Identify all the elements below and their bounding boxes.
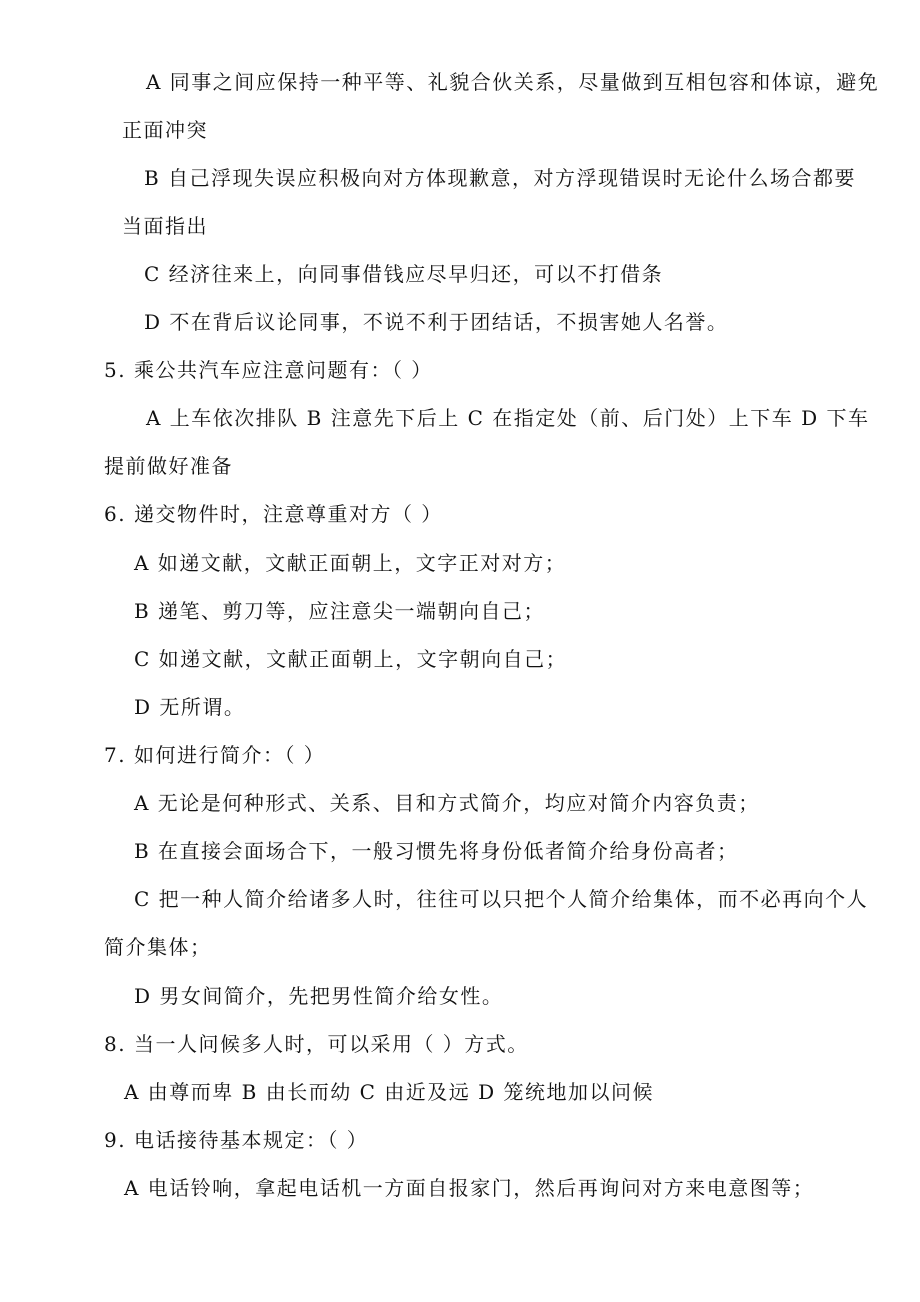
q7-option-b: B 在直接会面场合下，一般习惯先将身份低者简介给身份高者；: [134, 839, 739, 863]
q7-option-d: D 男女间简介，先把男性简介给女性。: [134, 984, 504, 1008]
q7-option-c-line-2: 简介集体；: [104, 935, 212, 959]
question-7: 7. 如何进行简介：（ ）: [104, 743, 326, 767]
question-6: 6. 递交物件时，注意尊重对方（ ）: [104, 502, 443, 526]
q4-option-c: C 经济往来上，向同事借钱应尽早归还，可以不打借条: [144, 262, 664, 286]
q4-option-b-line-1: B 自己浮现失误应积极向对方体现歉意，对方浮现错误时无论什么场合都要: [144, 166, 857, 190]
q9-option-a: A 电话铃响，拿起电话机一方面自报家门，然后再询问对方来电意图等；: [124, 1176, 815, 1200]
q6-option-b: B 递笔、剪刀等，应注意尖一端朝向自己；: [134, 599, 546, 623]
q6-option-a: A 如递文献，文献正面朝上，文字正对对方；: [134, 551, 567, 575]
q8-options: A 由尊而卑 B 由长而幼 C 由近及远 D 笼统地加以问候: [124, 1080, 654, 1104]
question-5: 5. 乘公共汽车应注意问题有：（ ）: [104, 358, 433, 382]
q4-option-d: D 不在背后议论同事，不说不利于团结话，不损害她人名誉。: [144, 310, 729, 334]
question-8: 8. 当一人问候多人时，可以采用（ ）方式。: [104, 1032, 529, 1056]
q4-option-a-line-2: 正面冲突: [122, 118, 208, 142]
q6-option-d: D 无所谓。: [134, 695, 246, 719]
q7-option-c-line-1: C 把一种人简介给诸多人时，往往可以只把个人简介给集体，而不必再向个人: [134, 887, 869, 911]
q4-option-b-line-2: 当面指出: [122, 214, 208, 238]
q6-option-c: C 如递文献，文献正面朝上，文字朝向自己；: [134, 647, 568, 671]
q5-options-line-2: 提前做好准备: [104, 454, 233, 478]
q5-options-line-1: A 上车依次排队 B 注意先下后上 C 在指定处（前、后门处）上下车 D 下车: [146, 406, 870, 430]
question-9: 9. 电话接待基本规定：（ ）: [104, 1128, 369, 1152]
q7-option-a: A 无论是何种形式、关系、目和方式简介，均应对简介内容负责；: [134, 791, 760, 815]
q4-option-a-line-1: A 同事之间应保持一种平等、礼貌合伙关系，尽量做到互相包容和体谅，避免: [146, 70, 880, 94]
